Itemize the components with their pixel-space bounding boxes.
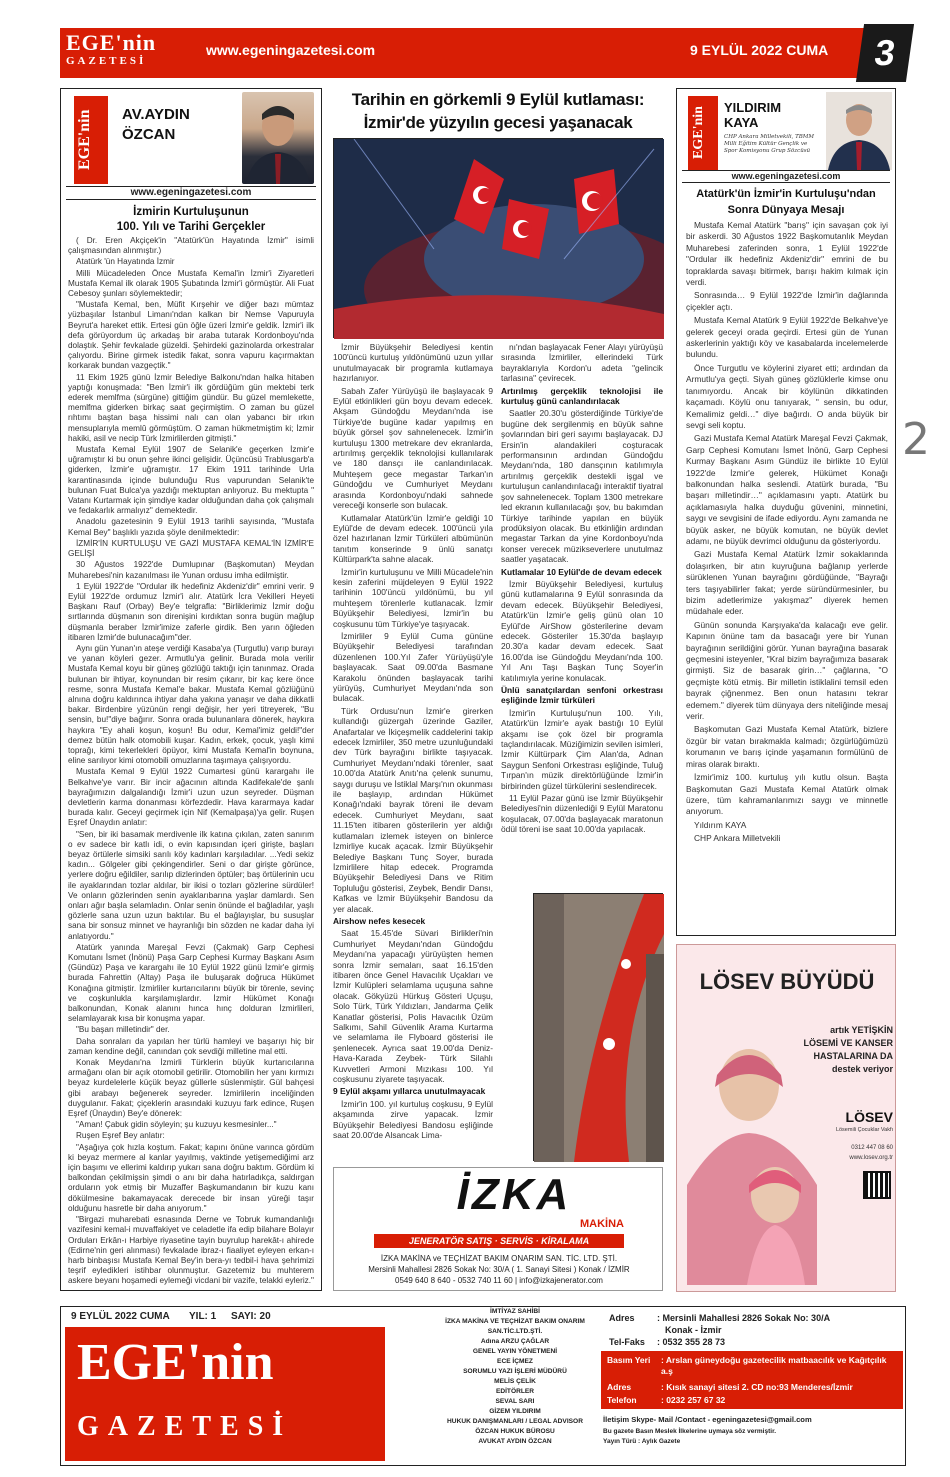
masthead-line: SAN.TİC.LTD.ŞTİ. — [487, 1328, 543, 1335]
footer-note-1: Bu gazete Basın Meslek İlkelerine uymaya söz vermiştir. — [603, 1428, 777, 1435]
footer-masthead — [415, 1307, 615, 1447]
paragraph: Daha sonraları da yapılan her türlü hamleyi ve başarıyı hiç bir zaman kendine değil, canından çok sevdiği milletine mal etti. — [68, 1036, 314, 1056]
subheading: 9 Eylül akşamı yıllarca unutulmayacak — [333, 1086, 486, 1097]
paragraph: Atatürk yanında Mareşal Fevzi (Çakmak) Garp Cephesi Komutanı İsmet (İnönü) Paşa Garp Cephesi Kurmay Başkanı Asım (Gündüz) Paşa ve karargahı ile 10 Eylül 1922 günü İzmir'e girmiş burada Fahrettin (Altay) Paşa ile buluşarak doğruca Hükümet Konağına gitmiştir. İzmirliler kurtarıcılarını büyük bir törenle, sevinç ve coşkunlukla karşılamışlardır. İzmir Hükümet Konağı balkonundan, Konak alanını hınca hınç dolduran İzmirlileri, selamlayarak kısa bir konuşma yapar. — [68, 942, 314, 1024]
paragraph: Kutlamalar Atatürk'ün İzmir'e geldiği 10 Eylül'de de devam edecek. 100'üncü yıla özel hazırlanan İzmir Türküleri albümünün tanıtım konserinde 9 ünlü sanatçı Kültürpark'ta sahne alacak. — [333, 512, 493, 565]
paragraph: İzmir Büyükşehir Belediyesi kentin 100'üncü kurtuluş yıldönümünü uzun yıllar unutulmayacak bir programla kutlamaya hazırlanıyor. — [333, 342, 493, 384]
footer-address-label: Adres — [609, 1313, 635, 1323]
paragraph: Ruşen Eşref Bey anlatır: — [76, 1131, 165, 1141]
paragraph: Aynı gün Yunan'ın ateşe verdiği Kasaba'ya (Turgutlu) varıp burayı ve yanan köyleri gezer. Armutlu'ya gelinir. Burada mola verilir Mustafa Kemal koyu bir güneş gözlüğü taktığı için tanınmaz. Orada bulunan bir ihtiyar, koynundan bir resim çıkarır, bir kaç kere önce resme, sonra Mustafa Kemal'e bakar. Mustafa Kemal gözlüğünü alnına doğru kaldırınca ihtiyar daha yakına yanaşır ve daha dikkatli bakar. Birdenbire yüzünün rengi değişir, her yeri titreyerek, "Bu sensin, bu!"diye bağırır. Sonra orada bulunanlara dönerek, haykıra haykıra "Ey ahali koşun, koşun! Bu odur, Kemal'imiz geldi!"der demez bütün halk otomobili kuşar. Kadın, erkek, çocuk, yaşlı kimi toprağı, kimi tekerlekleri öpüyor, kimi Mustafa Kemal'in boynuna, eline sarılıyor kimi otomobili omuzlarına taşımaya çalışıyordu. — [68, 643, 314, 766]
footer-note-2: Yayın Türü : Aylık Gazete — [603, 1438, 681, 1445]
right-website-line[interactable]: www.egeningazetesi.com — [682, 170, 890, 183]
masthead-line: HUKUK DANIŞMANLARI / LEGAL ADVISOR — [447, 1418, 583, 1425]
paragraph: "Sen, bir iki basamak merdivenle ilk katına çıkılan, zaten sanırım o ev sadece bir katlı idi, o evin kapısından içeri girişte, başları beyaz örtülerle simsiki sarılı köy kadınları karşıladılar. ...Yedi sekiz kadın... Gölgeler gibi çekingendirler. Seni o dar girişte görünce, yerlere doğru eğildiler, sarılıp dizlerinden öptüler; baş örtülerinin ucu ile ayaklarından tozlar aldılar, bir ikisi o tozları gözlerine sürdüler! Ve onların gözlerinden senin ayaklarıbarına yaşlar damlardı. Sen onları ağır başla selamladın. Onlar senin önünde el bağladılar, yaşlı gözlerle sana uzun uzun baktılar. Bu el bağlayışlar, bu susuşlar sana bir sonsuz minnet ve hayranlığı bin sözden ne kadar daha iyi anlatıyordu." — [68, 829, 314, 941]
izka-advertisement[interactable] — [333, 1167, 663, 1291]
paragraph: Anadolu gazetesinin 9 Eylül 1913 tarihli sayısında, "Mustafa Kemal Bey" başlıklı yazıda şöyle denilmektedir: — [68, 517, 314, 537]
right-author-logo-tag: EGE'nin — [688, 96, 718, 170]
losev-text-2: LÖSEMİ VE KANSER — [803, 1038, 893, 1048]
paragraph: 11 Eylül Pazar günü ise İzmir Büyükşehir Belediyesi'nin düzenlediği 9 Eylül Maratonu koşulacak, 07.00'da başlayacak maratonun ödül töreni ise saat 10.00'da yapılacak. — [501, 793, 663, 835]
masthead-line: SORUMLU YAZI İŞLERİ MÜDÜRÜ — [463, 1368, 567, 1375]
paragraph: Sabah Zafer Yürüyüşü ile başlayacak 9 Eylül etkinlikleri gün boyu devam edecek. Akşam Gündoğdu Meydanı'nda ise Türkiye'de bugüne kadar yapılmış en büyük görsel şov sahnelenecek. İzmir'in kurtuluşu 1300 metrekare dev ekranlarda, artırılmış gerçeklik teknolojisi kullanılarak ve 180 dansçı ile canlandırılacak. Muhteşem gece megastar Tarkan'ın Gündoğdu ve Cumhuriyet Meydanı arasında Kordonboyu'ndaki sahnede vereceği konserle son bulacak. — [333, 385, 493, 511]
paragraph: "Aman! Çabuk gidin söyleyin; şu kuzuyu kesmesinler..." — [76, 1120, 277, 1130]
footer-address-2: Konak - İzmir — [665, 1325, 722, 1335]
right-article-body — [686, 220, 888, 932]
paragraph: 30 Ağustos 1922'de Dumlupınar (Başkomutan) Meydan Muharebesi'nin kazanılması ile Yunan ordusu imha edilmiştir. — [68, 560, 314, 580]
paragraph: İzmir'in Kurtuluşu'nun 100. Yılı, Atatürk'ün İzmir'e ayak bastığı 10 Eylül akşamı ise çok özel bir programla taçlandırılacak. Müziğimizin sevilen isimleri, İzmir Kültürpark Çim Alan'da, Adnan Saygun Senfoni Orkestrası eşliğinde, Tuluğ Tırpan'ın müzik direktörlüğünde İzmir'in birbirinden güzel türkülerini seslendirecek. — [501, 707, 663, 791]
paragraph: Mustafa Kemal 9 Eylül 1922 Cumartesi günü karargahı ile Belkahve'ye varır. Bir incir ağacının altında Kadifekale'de şanlı bayrağımızın dalgalandığı İzmir'i uzun uzun seyreder. Düşman devletlerin karma donanması körfezdedir. Hava kararmaya kadar burada kalır. Geceyi geçirmek için Nif (Kemalpaşa)'ya gelir. Ruşen Eşref Ünaydın anlatır: — [68, 767, 314, 828]
right-author-photo — [826, 92, 892, 170]
footer-print-label: Basım Yeri — [607, 1355, 651, 1365]
logo-line1: EGE'nin — [66, 30, 157, 55]
losev-phone[interactable]: 0312 447 08 60 — [851, 1145, 893, 1151]
losev-title: LÖSEV BÜYÜDÜ — [699, 969, 875, 994]
masthead-line: İMTİYAZ SAHİBİ — [490, 1308, 540, 1315]
center-article-col2 — [501, 342, 663, 887]
izka-logo-sub: MAKİNA — [580, 1218, 624, 1230]
izka-logo: İZKA — [456, 1170, 572, 1219]
masthead-line: ÖZCAN HUKUK BÜROSU — [475, 1428, 555, 1435]
masthead-line: GİZEM YILDIRIM — [489, 1408, 541, 1415]
celebration-photo — [333, 138, 663, 338]
masthead-line: İZKA MAKİNA VE TEÇHİZAT BAKIM ONARIM — [445, 1318, 585, 1325]
left-article-body — [68, 236, 314, 1286]
paragraph: Milli Mücadeleden Önce Mustafa Kemal'in İzmir'i Ziyaretleri Mustafa Kemal ilk olarak 1905 Şubatında İzmir'i görmüştür. Ali Fuat Cebesoy şunları söylemektedir; — [68, 268, 314, 299]
paragraph: Başkomutan Gazi Mustafa Kemal Atatürk, bizlere özgür bir vatan bırakmakla kalmadı; özgürlüğümüzü korumanın ve barış içinde yaşamanın formülünü de miras olarak bıraktı. — [686, 724, 888, 769]
newspaper-logo[interactable] — [66, 32, 176, 74]
paragraph: İzmirliler 9 Eylül Cuma gününe Büyükşehir Belediyesi tarafından düzenlenen 100.Yıl Zafer Yürüyüşü'yle başlayacak. Saat 09.00'da Basmane Karakolu önünden başlayacak tarihi yürüyüş, Cumhuriyet Meydanı'nda son bulacak. — [333, 630, 493, 704]
masthead-line: ECE İÇMEZ — [497, 1358, 533, 1365]
paragraph: Mustafa Kemal Atatürk "barış" için savaşan çok iyi bir askerdi. 30 Ağustos 1922 Başkomutanlık Meydan Muharebesi zaferinden sonra, 1 Eylül 1922'de "Ordular ilk hedefiniz Akdeniz'dir" emrini de bu topraklarda savaşı bitirmek, barışı hakim kılmak için verdi. — [686, 220, 888, 288]
author-last-name: ÖZCAN — [122, 126, 176, 143]
footer-phone-label: Telefon — [607, 1395, 637, 1405]
paragraph: "Bu başarı milletindir" der. — [76, 1025, 170, 1035]
paragraph: Sonrasında… 9 Eylül 1922'de İzmir'in dağlarında çiçekler açtı. — [686, 290, 888, 312]
paragraph: Günün sonunda Karşıyaka'da kalacağı eve gelir. Kapının önüne tam da basacağı yere bir Yunan bayrağının serildiğini görür. Yunan bayrağına basarak geçmesini isteyenler, "Kral bizim bayrağımıza basarak girmişti. Siz de basarak girin…" çağlarına, "O geçmişte kötü etmiş. Bir milletin istiklalini temsil eden bayrak çiğnenmez. Ben onun hatasını tekrar edemem." diyerek tüm dünyaya ders niteliğinde mesaj verir. — [686, 619, 888, 722]
paragraph: "Birgazi muharebati esnasında Derne ve Tobruk kumandanlığı vazifesini kemal-i muvaffakiyet ve celadetle ifa edip bilahare Bolayır Orduları Erkân-ı Harbiye riyasetine tayin buyrulup harekât-ı ahirede (Edirne'nin geri alınması) fevkalade ibraz-ı fiaaliyet eyleyen erkan-ı harb binbaşısı Mustafa Kemal Bey'in bera-yı tedbil-i hava şehrimizi teşrif eyledikleri istihbar olunmuştur. Gazetemiz bu muhterem askere beyanı hoşamedi eylemeği vicdani bir vazife, telakki eyleriz." — [68, 1215, 314, 1286]
footer-phone[interactable]: : 0232 257 67 32 — [661, 1395, 726, 1405]
paragraph: "Mustafa Kemal, ben, Müfit Kırşehir ve diğer bazı mümtaz yüzbaşılar İstanbul Limanı'ndan kalkan bir Nemse Vapuruyla Beyrut'a hareket ettik. Ertesi gün öğle üzeri İzmir'e geldik. İzmir'i ilk defa görüyordum üç arkadaş bir araba tutarak Kordonboyu'nda dolaştık. Şehir fevkalade güzeldi. Şehirdeki gazinolarda orkestralar çalıyordu. Birine girmek istedik fakat, sonra vapuru kaçırmaktan korkarak bundan vazgeçtik." — [68, 300, 314, 371]
paragraph: İzmir'in kurtuluşunu ve Milli Mücadele'nin kesin zaferini müjdeleyen 9 Eylül 1922 tarihinin 100'üncü yıldönümü, bu yıl muhteşem törenlerle kutlanacak. İzmir Büyükşehir Belediyesi, İzmir'in bu coşkusunu tüm Türkiye'ye taşıyacak. — [333, 566, 493, 629]
losev-web[interactable]: www.losev.org.tr — [849, 1155, 893, 1161]
masthead-line: EDİTÖRLER — [495, 1388, 535, 1395]
footer-date: 9 EYLÜL 2022 CUMA — [71, 1311, 170, 1322]
footer-imprint — [60, 1306, 906, 1466]
page-number: 3 — [856, 24, 914, 82]
issue-date: 9 EYLÜL 2022 CUMA — [690, 42, 829, 58]
left-website-line[interactable]: www.egeningazetesi.com — [66, 186, 316, 200]
paragraph: Mustafa Kemal Eylül 1907 de Selanik'e geçerken İzmir'e uğramıştır ki bu onun şehre ikinci gelişidir. Üçüncüsü Trablusgarb'a giderken, İzmir'e uğramıştır. 17 Ekim 1911 tarihinde Urla karantinasında içinde bulunduğu Rus vapurundan Selanik'te bulunan Fuat Bulca'ya yazdığı mektuptan anlıyoruz. Bu mektupta " Vatanı Kurtarmak için şimdiye kadar olduğundan daha çok çalışmalı ve fedakarlık armalıyız" demektedir. — [68, 445, 314, 516]
right-article-title-2: Sonra Dünyaya Mesajı — [727, 204, 845, 216]
center-headline-2: İzmir'de yüzyılın gecesi yaşanacak — [363, 113, 633, 132]
footer-telfaks-label: Tel-Faks — [609, 1337, 645, 1347]
paragraph: Konak Meydanı'na İzmirli Türklerin büyük kurtarıcılarına armağanı olan bir açık otomobil getirilir. Otomobilin her yanı kırmızı beyaz kurdelelerle küçük beyaz güllerle süslenmiştir. Gül bahçesi gibi arabayı beğenerek seyreder. İzmirlilerin inceliğinden duygulanır. Fakat; çiçeklerin arasındaki kuzuyu fark edince, Ruşen Eşref (Ünaydın) Bey'e dönerek: — [68, 1058, 314, 1119]
footer-issue: SAYI: 20 — [231, 1311, 271, 1322]
paragraph: İzmir'imiz 100. kurtuluş yılı kutlu olsun. Başta Başkomutan Gazi Mustafa Kemal Atatürk olmak üzere, tüm kahramanlarımızı saygı ve minnetle anıyorum. — [686, 772, 888, 817]
subheading: Ünlü sanatçılardan senfoni orkestrası eşliğinde İzmir türküleri — [501, 685, 663, 706]
masthead-bar — [60, 28, 906, 78]
footer-contact[interactable]: İletişim Skype- Mail /Contact - egeningazetesi@gmail.com — [603, 1415, 812, 1424]
masthead-line: Adına ARZU ÇAĞLAR — [480, 1338, 550, 1345]
losev-logo-sub: Lösemili Çocuklar Vakfı — [835, 1127, 893, 1133]
left-article-title-2: 100. Yılı ve Tarihi Gerçekler — [116, 221, 266, 233]
masthead-line: AVUKAT AYDIN ÖZCAN — [478, 1438, 552, 1445]
page-indicator[interactable]: 2 — [902, 414, 930, 465]
paragraph: İzmir'in 100. yıl kurtuluş coşkusu, 9 Eylül akşamında zirve yapacak. İzmir Büyükşehir Belediyesi Bandosu eşliğinde saat 20.00'de Alsancak Lima- — [333, 1098, 493, 1141]
qr-code-icon[interactable] — [863, 1171, 891, 1199]
center-headline-1: Tarihin en görkemli 9 Eylül kutlaması: — [351, 90, 645, 109]
footer-telfaks[interactable]: : 0532 355 28 73 — [657, 1337, 726, 1347]
paragraph: ( Dr. Eren Akçiçek'in "Atatürk'ün Hayatında İzmir" isimli çalışmasından alınmıştır.) — [68, 236, 314, 256]
paragraph: İzmir Büyükşehir Belediyesi, kurtuluş günü kutlamalarına 9 Eylül sonrasında da devam edecek. Büyükşehir Belediyesi, Atatürk'ün İzmir'e geliş günü olan 10 Eylül'de AirShow gösterilerine devam edecek. Gösteriler 15.30'da başlayıp 20.30'a kadar devam edecek. Saat 16.00'da ise Gündoğdu Meydanı'nda 100. Yıl Anı Taşı Başkan Tunç Soyer'in katılımıyla yerine konulacak. — [501, 578, 663, 683]
subheading: Kutlamalar 10 Eylül'de de devam edecek — [501, 566, 662, 577]
izka-slogan: JENERATÖR SATIŞ · SERVİS · KİRALAMA — [374, 1234, 624, 1248]
site-url-link[interactable]: www.egeningazetesi.com — [206, 42, 376, 58]
paragraph: CHP Ankara Milletvekili — [694, 833, 781, 844]
izka-company: İZKA MAKİNA ve TEÇHİZAT BAKIM ONARIM SAN. TİC. LTD. ŞTİ. — [380, 1254, 618, 1263]
center-article-col1 — [333, 342, 493, 1160]
right-author-bio: CHP Ankara Milletvekili, TBMM Milli Eğitim Kültür Gençlik ve Spor Komisyonu Grup Sözcüsü — [724, 134, 815, 154]
paragraph: Mustafa Kemal Atatürk 9 Eylül 1922'de Belkahve'ye gelerek geceyi orada geçirdi. Ertesi gün de Yunan askerlerinin yaktığı köy ve kasabalarda incelemelerde bulundu. — [686, 315, 888, 360]
footer-logo[interactable] — [65, 1327, 385, 1461]
losev-text-4: destek veriyor — [831, 1064, 893, 1074]
paragraph: nı'ndan başlayacak Fener Alayı yürüyüşü sırasında İzmirliler, ellerindeki Türk bayraklarıyla Kordon'u adeta "gelincik tarlasına" çevirecek. — [501, 342, 663, 384]
izka-contact[interactable]: 0549 640 8 640 - 0532 740 11 60 | info@izkajenerator.com — [395, 1276, 603, 1285]
footer-address3: : Kısık sanayi sitesi 2. CD no:93 Menderes/İzmir — [661, 1382, 853, 1392]
footer-address: : Mersinli Mahallesi 2826 Sokak No: 30/A — [657, 1313, 831, 1323]
footer-year: YIL: 1 — [189, 1311, 217, 1322]
paragraph: Yıldırım KAYA — [694, 819, 747, 830]
masthead-line: MELİS ÇELİK — [494, 1378, 536, 1385]
flag-march-photo — [533, 893, 663, 1161]
masthead-line: GENEL YAYIN YÖNETMENİ — [472, 1348, 558, 1355]
paragraph: Gazi Mustafa Kemal Atatürk İzmir sokaklarında dolaşırken, bir atın kuyruğuna bağlanıp yerlerde sürüklenen Yunan bayrağını gördüğünde, "Bayrağı ters taşıyabilirler fakat; yerde süründürmesinler, bu bizim adetlerimize yakışmaz" diyerek hemen müdahale eder. — [686, 549, 888, 617]
subheading: Artırılmış gerçeklik teknolojisi ile kurtuluş günü canlandırılacak — [501, 385, 663, 407]
left-article-title-1: İzmirin Kurtuluşunun — [133, 206, 249, 218]
logo-line2: GAZETESİ — [66, 55, 147, 67]
paragraph: Önce Turgutlu ve köylerini ziyaret etti; ardından da Armutlu'ya geçti. Siyah güneş gözlüklerle kimse onu tanımıyordu. Ancak bir köylünün dikkatinden kaçamadı. Köylü onu tanıyarak, " sensin, bu odur, Kemalimiz geldi…" diye bağırdı. O anda büyük bir sevgi seli koptu. — [686, 362, 888, 430]
author-photo — [242, 92, 314, 184]
paragraph: "Aşağıya çok hızla koştum. Fakat; kapını önüne varınca gördüm ki beyaz mermere al kanlar yayılmış, vaktinde yetişemediğimi arz için başımı ve ellerimi kaldırıp yukarı sana doğru baktım. Gördüm ki balkondan çekilmişsin şimdi o anı bir daha hatırladıkça, saldırgan orduların yok etmiş bir Muzaffer Başkumandanın bir kuzu kanı dökülmesine bakamayacak derecede bir insan yüreği taşır olduğunu hasretle bir daha anıyorum." — [68, 1142, 314, 1213]
right-author-first: YILDIRIM — [724, 100, 782, 115]
right-article-title-1: Atatürk'ün İzmir'in Kurtuluşu'ndan — [696, 188, 876, 200]
losev-text-1: artık YETİŞKİN — [830, 1025, 893, 1035]
paragraph: İZMİR'İN KURTULUŞU VE GAZİ MUSTAFA KEMAL'İN İZMİR'E GELİŞİ — [68, 538, 314, 559]
paragraph: 11 Ekim 1925 günü İzmir Belediye Balkonu'ndan halka hitaben yaptığı konuşmada: "Ben İzmir'i ilk gördüğüm gün mektebi terk ederek memlfma (sürgüne) gittiğim gündür. Bu güzel memlekette, memlfma giderken birkaç saat geçirmiştim. O zaman bu güzel rıhtımı baştan başa hissimi nalı can olan yabancı bir ırkın mensuplarıyla memlû görmüştüm. O zaman hükmetmiştim ki; İzmir hakiki, asil ve necip Türk İzmirlilerden gitmişti." — [68, 372, 314, 443]
losev-advertisement[interactable] — [676, 944, 896, 1292]
paragraph: Saatler 20.30'u gösterdiğinde Türkiye'de bugüne dek sergilenmiş en büyük sahne şovlarından biri geri sayımı başlayacak. DJ Ersin'in alandakileri coşturacak performansının ardından Gündoğdu Meydanı'nda, 180 dansçının katılımıyla artırılmış gerçeklik destekli işgal ve kurtuluşun canlandırılacağı interaktif tiyatral şov sahnelenecek. Toplam 1300 metrekare led ekranın kullanılacağı şov, bu bakımdan Türkiye tarihinde yapılan en büyük prodüksiyon olacak. Bu etkinliğin ardından megastar Tarkan da yine Kordonboyu'nda konser verecek müzikseverlere unutulmaz saatler yaşatacak. — [501, 408, 663, 565]
izka-address: Mersinli Mahallesi 2826 Sokak No: 30/A ( 1. Sanayi Sitesi ) Konak / İZMİR — [368, 1265, 630, 1274]
footer-address3-label: Adres — [607, 1382, 632, 1392]
paragraph: Gazi Mustafa Kemal Atatürk Mareşal Fevzi Çakmak, Garp Cephesi Komutanı İsmet İnönü, Garp Cephesi Kurmay Başkanı Asım Gündüz ile birlikte 10 Eylül 1922'de İzmir'e gelerek, Hükümet Konağı balkonundan halka seslendi. Atatürk burada, "Bu başarı milletindir…" açıklamasını yaptı. Atatürk bu açıklamasıyla halka duyduğu güvenini, minnetini, saygı ve sevgisini de ifade ediyordu. Aynı zamanda ne büyük asker, ne büyük komutan, ne büyük devlet adamı, ne büyük devrimci olduğunu da gösteriyordu. — [686, 433, 888, 546]
footer-logo-line2: GAZETESİ — [77, 1411, 293, 1442]
right-author-last: KAYA — [724, 115, 759, 130]
losev-text-3: HASTALARINA DA — [813, 1051, 893, 1061]
footer-print: : Arslan güneydoğu gazetecilik matbaacılık ve Kağıtçılık a.ş — [661, 1355, 887, 1376]
footer-logo-line1: EGE'nin — [77, 1334, 274, 1391]
subheading: Airshow nefes kesecek — [333, 915, 426, 926]
paragraph: Saat 15.45'de Süvari Birlikleri'nin Cumhuriyet Meydanı'ndan Gündoğdu Meydanı'na yapacağı yürüyüşten hemen sonra İzmir semaları, saat 16.15'den itibaren önce Genel Havacılık Uçakları ve İzmir Kulüpleri selamlama uçuşuna sahne olacak. Gökyüzü Hürkuş Gösteri Uçuşu, Solo Türk, Türk Yıldızları, Jandarma Çelik Kanatlar gösterisi, Polis Havacılık Üzüm Salkımı, Sahil Güvenlik Arama Kurtarma ve selamlama ile Flyboard gösterisi ile şenlenecek. Ayrıca saat 19.00'da Deniz-Hava-Karada Zeybek- Türk Silahlı Kuvvetleri Armoni Mızıkası 100. Yıl coşkusunu ziyarete taşıyacak. — [333, 928, 493, 1085]
author-logo-tag: EGE'nin — [74, 96, 108, 184]
masthead-line: SEVAL SARI — [495, 1398, 535, 1405]
paragraph: 1 Eylül 1922'de "Ordular ilk hedefiniz Akdeniz'dir" emrini verir. 9 Eylül 1922'de ordumuz İzmir'i alır. Atatürk İcra Vekilleri Heyeti Başkanı Rauf (Orbay) Bey'e telgrafla: "Birliklerimiz İzmir doğu sırtlarında düşmanın son direnişini kırdıktan sonra bugün mağlup düşmanla beraber İzmir'imize zaferle girdik. Ben yarın öğleden itibaren İzmir'de bulunacağım"der. — [68, 581, 314, 642]
paragraph: Türk Ordusu'nun İzmir'e girerken kullandığı güzergah üzerinde Gaziler, Anafartalar ve İkiçeşmelik caddelerini takip edecek İzmirliler, 350 metre uzunluğundaki dev Türk bayrağını birlikte taşıyacak. Cumhuriyet Meydanı'ndaki törenler, saat 10.00'da Atatürk Anıtı'na çelenk sunumu, saygı duruşu ve İstiklal Marşı'nın okunması ile başlayıp, ardından Hükümet Konağı'ndaki bayrak töreni ile devam edecek. Cumhuriyet Meydanı, saat 11.15'ten itibaren gösterilerin yer aldığı kutlamaları izlemek isteyen on binlerce İzmirliye kucak açacak. İzmir Büyükşehir Belediye Başkanı Tunç Soyer, burada İzmirlilere hitap edecek. Programda Büyükşehir Belediyesi Dans ve Ritim Topluluğu gösterisi, Zeybek, Bendir Dansı, Kafkas ve İzmir Büyükşehir Bandosu da yer alacak. — [333, 705, 493, 914]
paragraph: Atatürk 'ün Hayatında İzmir — [76, 257, 175, 267]
author-first-name: AV.AYDIN — [122, 106, 190, 123]
losev-logo: LÖSEV — [845, 1109, 893, 1125]
